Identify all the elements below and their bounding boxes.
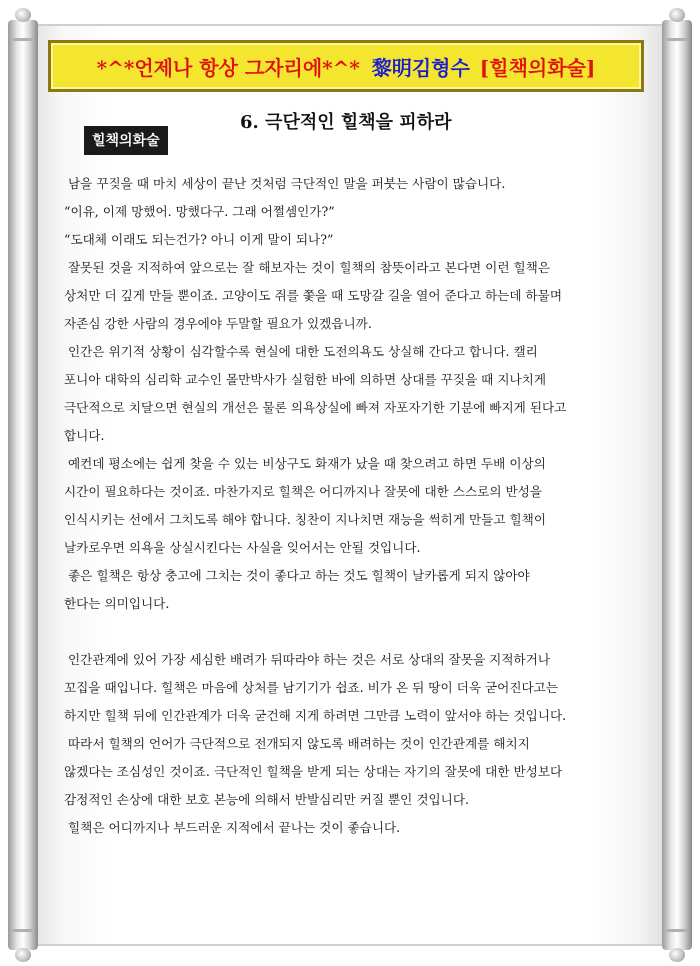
text-line: 인식시키는 선에서 그치도록 해야 합니다. 칭찬이 지나치면 재능을 썩히게 만들고 힐책이 [64, 512, 546, 527]
banner-category: [힐책의화술] [479, 55, 596, 80]
text-line: 좋은 힐책은 항상 충고에 그치는 것이 좋다고 하는 것도 힐책이 날카롭게 되지 않아야 [68, 568, 530, 583]
text-line: 시간이 필요하다는 것이죠. 마찬가지로 힐책은 어디까지나 잘못에 대한 스스로의 반성을 [64, 484, 542, 499]
text-line: 한다는 의미입니다. [64, 596, 170, 611]
text-line: 남을 꾸짖을 때 마치 세상이 끝난 것처럼 극단적인 말을 퍼붓는 사람이 많습니다. [68, 176, 506, 191]
scroll-rod-left-icon [8, 20, 38, 950]
text-line: 따라서 힐책의 언어가 극단적으로 전개되지 않도록 배려하는 것이 인간관계를 해치지 [68, 736, 530, 751]
text-line: 잘못된 것을 지적하여 앞으로는 잘 해보자는 것이 힐책의 참뜻이라고 본다면 이런 힐책은 [68, 260, 550, 275]
text-line: “도대체 이래도 되는건가? 아니 이게 말이 되나?” [64, 232, 334, 247]
text-line: 인간은 위기적 상황이 심각할수록 현실에 대한 도전의욕도 상실해 간다고 합니다. 캘리 [68, 344, 538, 359]
header-banner [48, 40, 644, 92]
text-line: 인간관계에 있어 가장 세심한 배려가 뒤따라야 하는 것은 서로 상대의 잘못을 지적하거나 [68, 652, 550, 667]
banner-tagline: *^*언제나 항상 그자리에*^* [96, 55, 360, 80]
text-line: 예컨데 평소에는 쉽게 찾을 수 있는 비상구도 화재가 났을 때 찾으려고 하면 두배 이상의 [68, 456, 546, 471]
text-line: 하지만 힐책 뒤에 인간관계가 더욱 굳건해 지게 하려면 그만큼 노력이 앞서야 하는 것입니다. [64, 708, 567, 723]
text-line: 극단적으로 치달으면 현실의 개선은 물론 의욕상실에 빠져 자포자기한 기분에 빠지게 된다고 [64, 400, 567, 415]
text-line: 상처만 더 깊게 만들 뿐이죠. 고양이도 쥐를 쫓을 때 도망갈 길을 열어 준다고 하는데 하물며 [64, 288, 563, 303]
text-line: 힐책은 어디까지나 부드러운 지적에서 끝나는 것이 좋습니다. [68, 820, 401, 835]
banner-author: 黎明김형수 [371, 55, 470, 80]
text-line: “이유, 이제 망했어. 망했다구. 그래 어쩔셈인가?” [64, 204, 335, 219]
text-line: 꼬집을 때입니다. 힐책은 마음에 상처를 남기기가 쉽죠. 비가 온 뒤 땅이 더욱 굳어진다고는 [64, 680, 559, 695]
article-body [64, 170, 636, 842]
paragraph-gap [64, 618, 636, 646]
text-line: 감정적인 손상에 대한 보호 본능에 의해서 반발심리만 커질 뿐인 것입니다. [64, 792, 469, 807]
scroll-rod-right-icon [662, 20, 692, 950]
section-label: 힐책의화술 [84, 126, 168, 155]
text-line: 합니다. [64, 428, 105, 443]
text-line: 날카로우면 의욕을 상실시킨다는 사실을 잊어서는 안될 것입니다. [64, 540, 421, 555]
text-line: 자존심 강한 사람의 경우에야 두말할 필요가 있겠읍니까. [64, 316, 372, 331]
text-line: 포니아 대학의 심리학 교수인 몰만박사가 실험한 바에 의하면 상대를 꾸짖을 때 지나치게 [64, 372, 546, 387]
text-line: 않겠다는 조심성인 것이죠. 극단적인 힐책을 받게 되는 상대는 자기의 잘못에 대한 반성보다 [64, 764, 563, 779]
chapter-title: 6. 극단적인 힐책을 피하라 [240, 112, 452, 133]
